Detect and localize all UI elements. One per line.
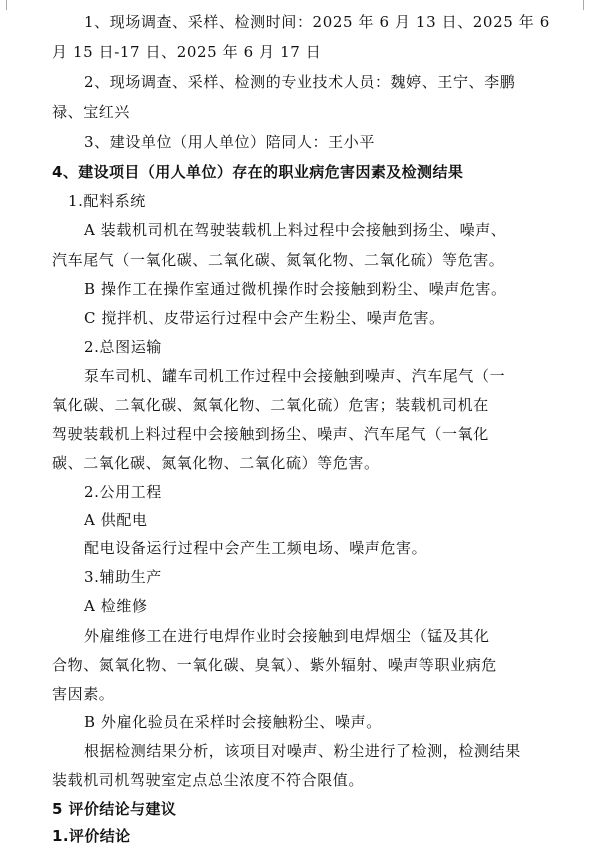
subheading-batching-system: 1.配料系统 <box>68 192 146 210</box>
paragraph-mixer: C 搅拌机、皮带运行过程中会产生粉尘、噪声危害。 <box>84 309 445 327</box>
section-heading-4: 4、建设项目（用人单位）存在的职业病危害因素及检测结果 <box>52 163 464 181</box>
subheading-general-transport: 2.总图运输 <box>84 338 162 356</box>
paragraph-power-supply: 配电设备运行过程中会产生工频电场、噪声危害。 <box>84 539 428 557</box>
subheading-utilities: 2.公用工程 <box>84 483 162 501</box>
paragraph-welder: 外雇维修工在进行电焊作业时会接触到电焊烟尘（锰及其化 <box>84 627 490 645</box>
paragraph-welder-cont-1: 合物、氮氧化物、一氧化碳、臭氧）、紫外辐射、噪声等职业病危 <box>52 656 497 674</box>
paragraph-loader-driver: A 装载机司机在驾驶装载机上料过程中会接触到扬尘、噪声、 <box>84 221 507 239</box>
subheading-power-supply: A 供配电 <box>84 511 148 529</box>
page-frame-left-edge <box>6 0 7 10</box>
subheading-auxiliary: 3.辅助生产 <box>84 568 162 586</box>
subheading-evaluation-conclusion: 1.评价结论 <box>52 827 131 845</box>
paragraph-survey-time-cont: 月 15 日-17 日、2025 年 6 月 17 日 <box>52 43 322 61</box>
paragraph-escort: 3、建设单位（用人单位）陪同人：王小平 <box>84 133 375 151</box>
page-frame-right-edge <box>583 0 584 10</box>
paragraph-survey-time: 1、现场调查、采样、检测时间：2025 年 6 月 13 日、2025 年 6 <box>84 13 550 31</box>
paragraph-test-analysis: 根据检测结果分析，该项目对噪声、粉尘进行了检测，检测结果 <box>84 742 521 760</box>
subheading-maintenance: A 检维修 <box>84 597 148 615</box>
paragraph-test-analysis-cont: 装载机司机驾驶室定点总尘浓度不符合限值。 <box>52 771 365 789</box>
paragraph-pump-truck-cont-3: 碳、二氧化碳、氮氧化物、二氧化硫）等危害。 <box>52 454 380 472</box>
paragraph-pump-truck-cont-2: 驾驶装载机上料过程中会接触到扬尘、噪声、汽车尾气（一氧化 <box>52 425 489 443</box>
paragraph-technicians: 2、现场调查、采样、检测的专业技术人员：魏婷、王宁、李鹏 <box>84 73 516 91</box>
paragraph-pump-truck-cont-1: 氧化碳、二氧化碳、氮氧化物、二氧化硫）危害；装载机司机在 <box>52 396 489 414</box>
paragraph-operator: B 操作工在操作室通过微机操作时会接触到粉尘、噪声危害。 <box>84 280 507 298</box>
paragraph-welder-cont-2: 害因素。 <box>52 685 115 703</box>
paragraph-technicians-cont: 禄、宝红兴 <box>52 103 131 121</box>
paragraph-lab-tester: B 外雇化验员在采样时会接触粉尘、噪声。 <box>84 713 382 731</box>
paragraph-pump-truck: 泵车司机、罐车司机工作过程中会接触到噪声、汽车尾气（一 <box>84 367 506 385</box>
section-heading-5: 5 评价结论与建议 <box>52 800 177 818</box>
paragraph-loader-driver-cont: 汽车尾气（一氧化碳、二氧化碳、氮氧化物、二氧化硫）等危害。 <box>52 251 505 269</box>
